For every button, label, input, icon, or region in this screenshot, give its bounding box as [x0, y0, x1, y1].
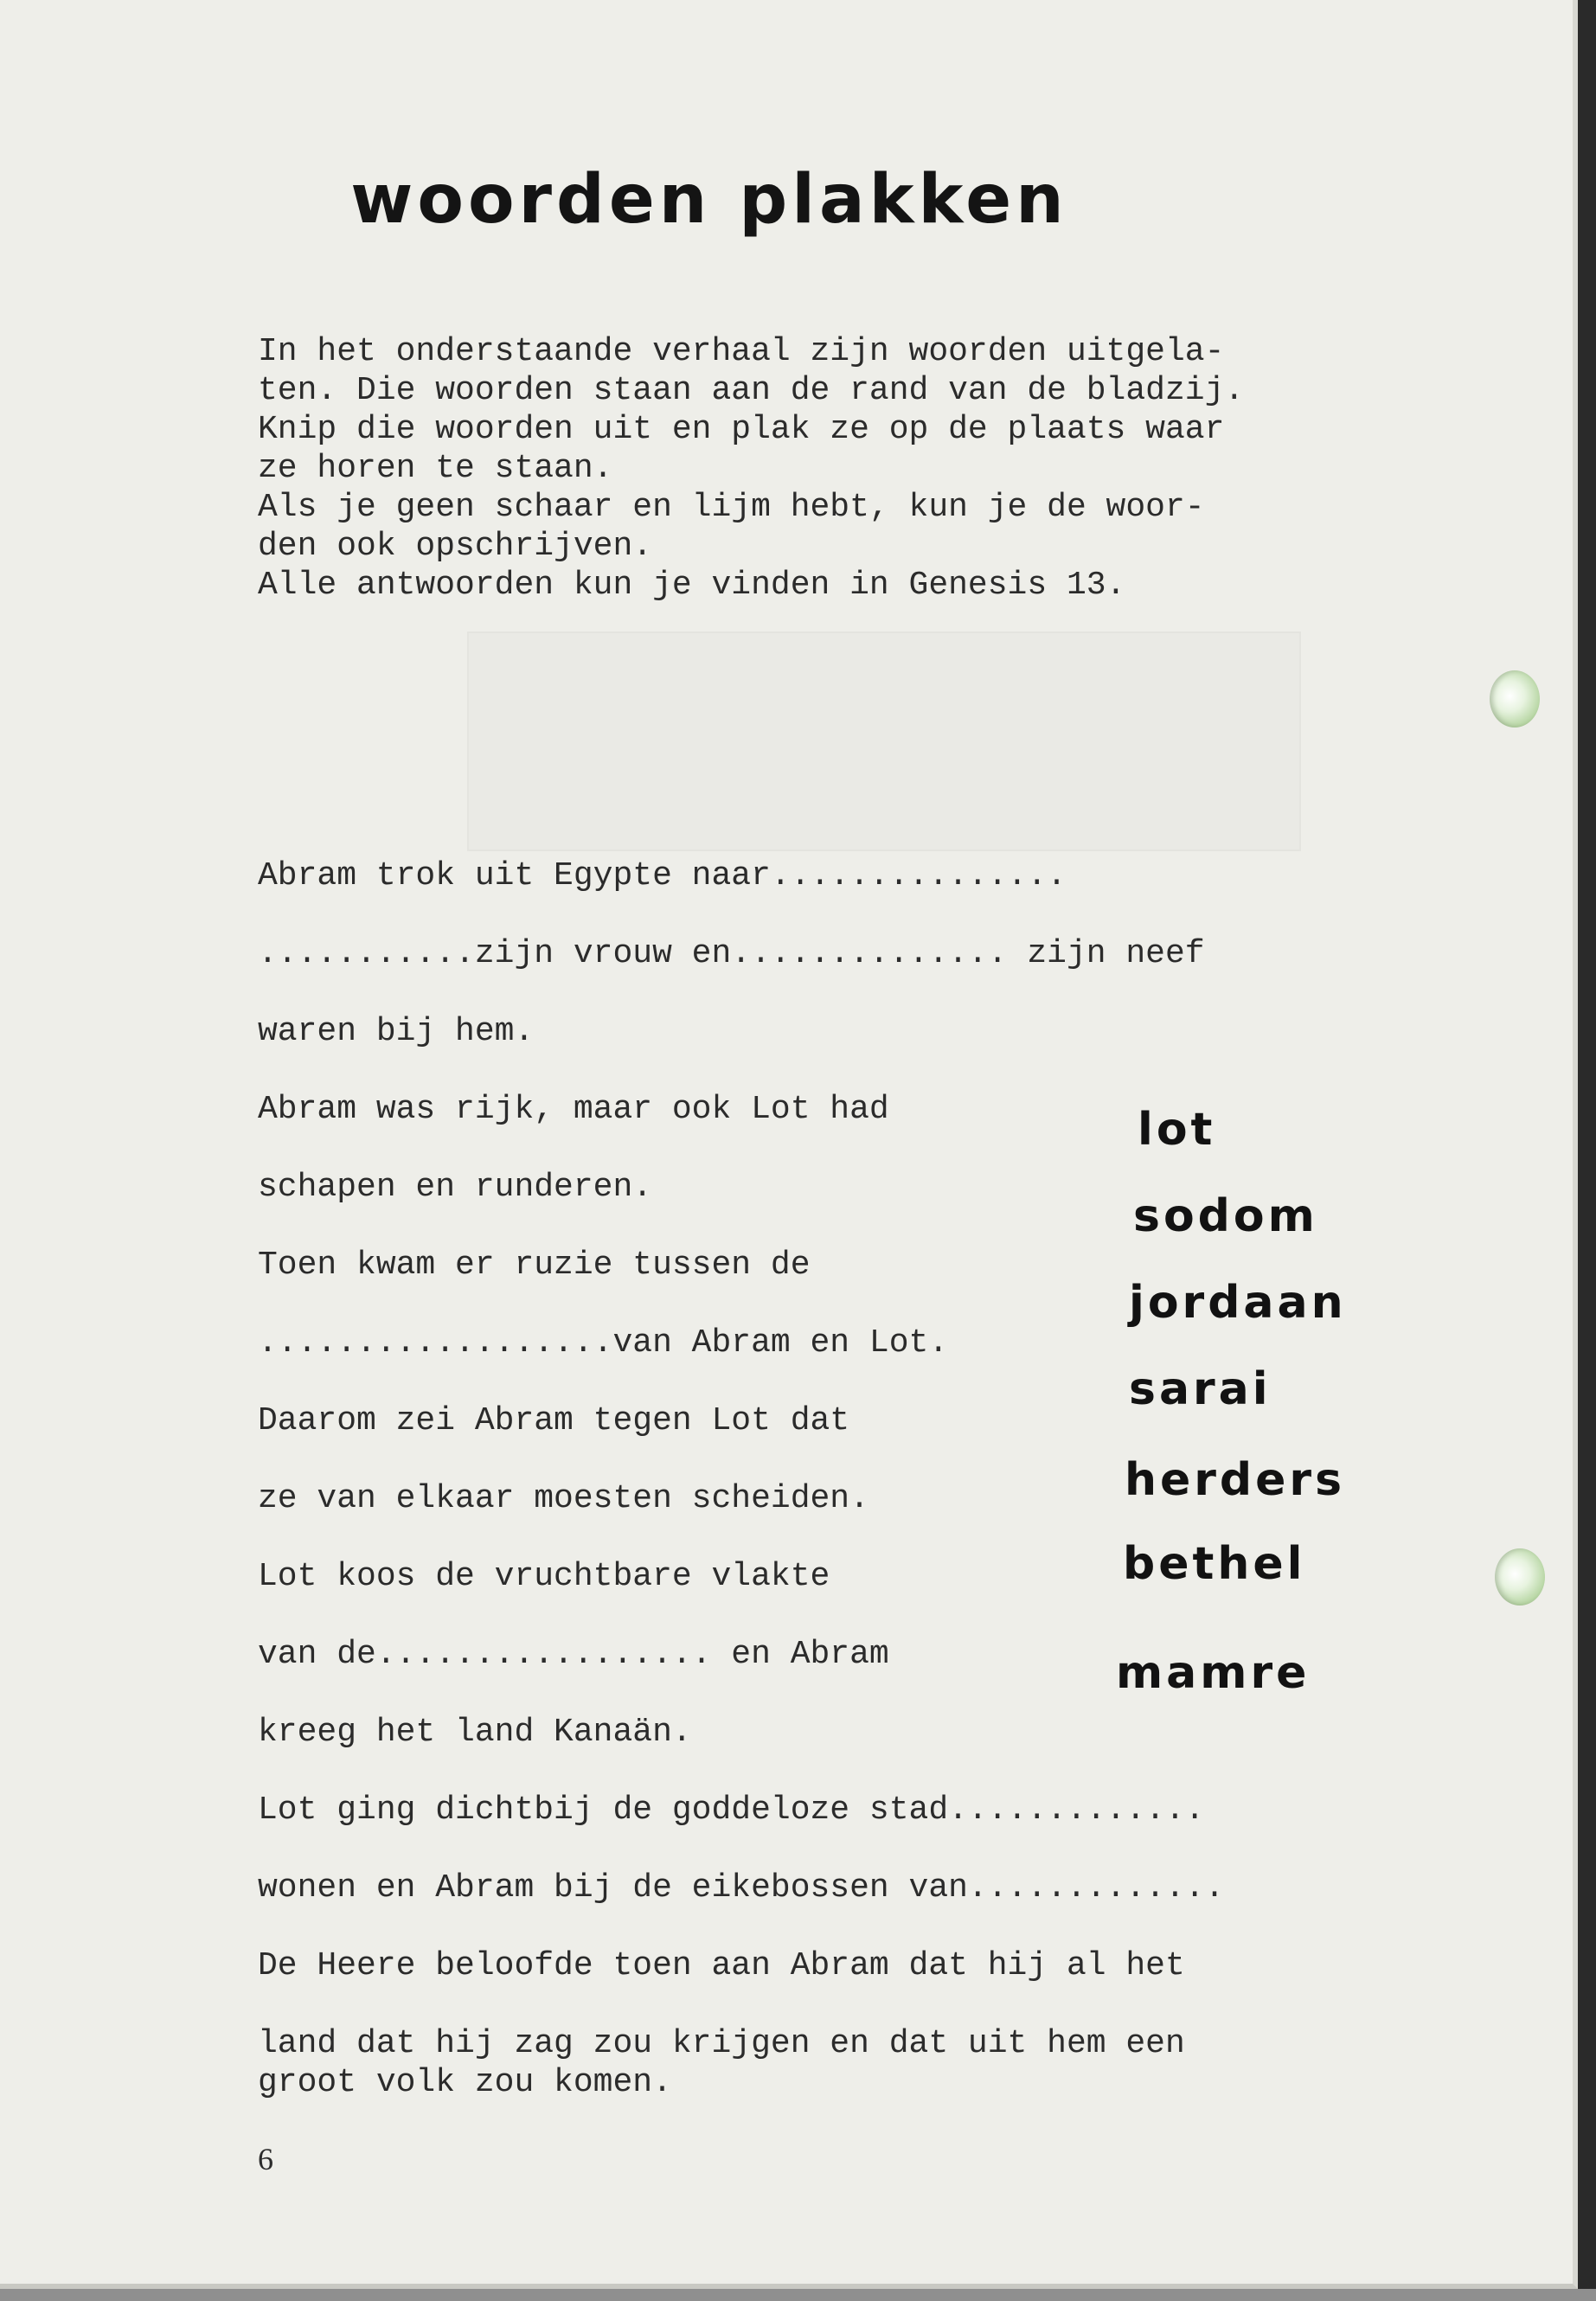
word-herders[interactable]: herders — [1125, 1454, 1346, 1506]
story-line: land dat hij zag zou krijgen en dat uit hem een — [258, 2025, 1185, 2062]
story-line: Lot ging dichtbij de goddeloze stad............. — [258, 1791, 1205, 1829]
instruction-line: Knip die woorden uit en plak ze op de plaats waar — [258, 411, 1225, 448]
instruction-line: ten. Die woorden staan aan de rand van de bladzij. — [258, 372, 1245, 409]
story-line: schapen en runderen. — [258, 1169, 653, 1206]
story-line: ...........zijn vrouw en.............. zijn neef — [258, 935, 1205, 972]
word-sarai[interactable]: sarai — [1129, 1363, 1272, 1415]
story-line: kreeg het land Kanaän. — [258, 1714, 692, 1751]
instruction-line: Als je geen schaar en lijm hebt, kun je de woor- — [258, 489, 1205, 526]
word-lot[interactable]: lot — [1138, 1104, 1216, 1156]
word-sodom[interactable]: sodom — [1133, 1190, 1318, 1242]
story-line: van de................. en Abram — [258, 1636, 889, 1673]
binder-hole-icon — [1495, 1548, 1545, 1606]
story-line: Abram trok uit Egypte naar............... — [258, 857, 1067, 894]
instruction-line: den ook opschrijven. — [258, 528, 653, 565]
scan-edge — [0, 2289, 1596, 2301]
bleed-through — [467, 631, 1301, 851]
instruction-line: ze horen te staan. — [258, 450, 613, 487]
instruction-line: Alle antwoorden kun je vinden in Genesis 13. — [258, 567, 1126, 604]
instructions — [258, 332, 1486, 605]
word-bethel[interactable]: bethel — [1123, 1538, 1306, 1590]
instruction-line: In het onderstaande verhaal zijn woorden uitgela- — [258, 333, 1225, 370]
story-line: Lot koos de vruchtbare vlakte — [258, 1558, 830, 1595]
story-line: wonen en Abram bij de eikebossen van............. — [258, 1869, 1225, 1907]
story-line: groot volk zou komen. — [258, 2064, 672, 2101]
story-line: ze van elkaar moesten scheiden. — [258, 1480, 869, 1517]
story-line: ..................van Abram en Lot. — [258, 1324, 949, 1362]
story-line: waren bij hem. — [258, 1013, 535, 1050]
story-line: Toen kwam er ruzie tussen de — [258, 1247, 811, 1284]
story-line: De Heere beloofde toen aan Abram dat hij al het — [258, 1947, 1185, 1984]
word-jordaan[interactable]: jordaan — [1129, 1277, 1347, 1329]
page-number: 6 — [258, 2142, 273, 2176]
story-line: Daarom zei Abram tegen Lot dat — [258, 1402, 850, 1439]
binder-hole-icon — [1490, 670, 1540, 727]
page-title: woorden plakken — [350, 161, 1068, 239]
word-mamre[interactable]: mamre — [1116, 1647, 1311, 1699]
story-line: Abram was rijk, maar ook Lot had — [258, 1091, 889, 1128]
